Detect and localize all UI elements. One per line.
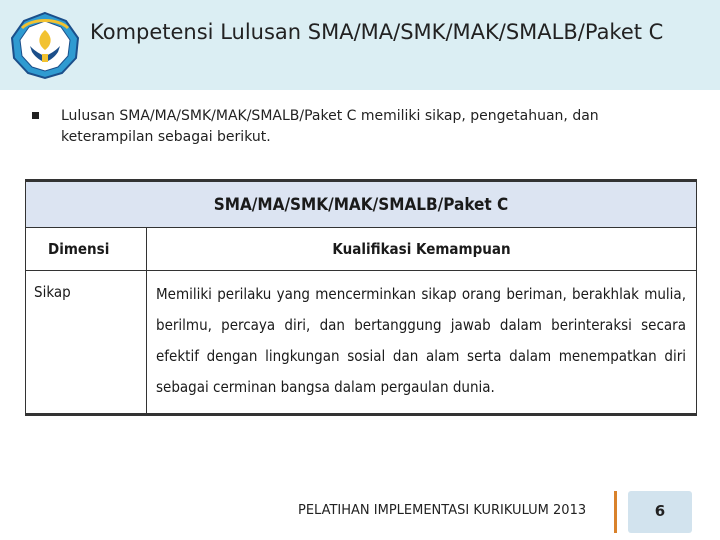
page-number: 6 (654, 502, 666, 520)
competency-table (25, 179, 697, 416)
page-number-badge (628, 491, 692, 533)
tut-wuri-handayani-logo (8, 10, 82, 80)
square-bullet-icon (32, 112, 39, 119)
intro-bullet-text: Lulusan SMA/MA/SMK/MAK/SMALB/Paket C memiliki sikap, pengetahuan, dan keterampilan sebagai berikut. (61, 108, 599, 145)
footer-label: PELATIHAN IMPLEMENTASI KURIKULUM 2013 (298, 503, 587, 518)
column-header-kualifikasi: Kualifikasi Kemampuan (147, 228, 697, 271)
qualification-cell: Memiliki perilaku yang mencerminkan sikap orang beriman, berakhlak mulia, berilmu, percaya diri, dan bertanggung jawab dalam berinteraksi secara efektif dengan lingkungan sosial dan alam serta dalam menempatkan diri sebagai cerminan bangsa dalam pergaulan dunia. (147, 271, 697, 415)
header-divider (0, 90, 720, 96)
table-header-row (26, 228, 697, 271)
table-row (26, 271, 697, 415)
table-title-row (26, 181, 697, 228)
page-title: Kompetensi Lulusan SMA/MA/SMK/MAK/SMALB/Paket C (90, 20, 664, 44)
table-title: SMA/MA/SMK/MAK/SMALB/Paket C (26, 181, 697, 228)
intro-bullet (32, 106, 672, 148)
column-header-dimensi: Dimensi (26, 228, 147, 271)
footer-accent-bar (614, 491, 617, 533)
slide-header (0, 0, 720, 90)
dimension-cell: Sikap (26, 271, 147, 415)
